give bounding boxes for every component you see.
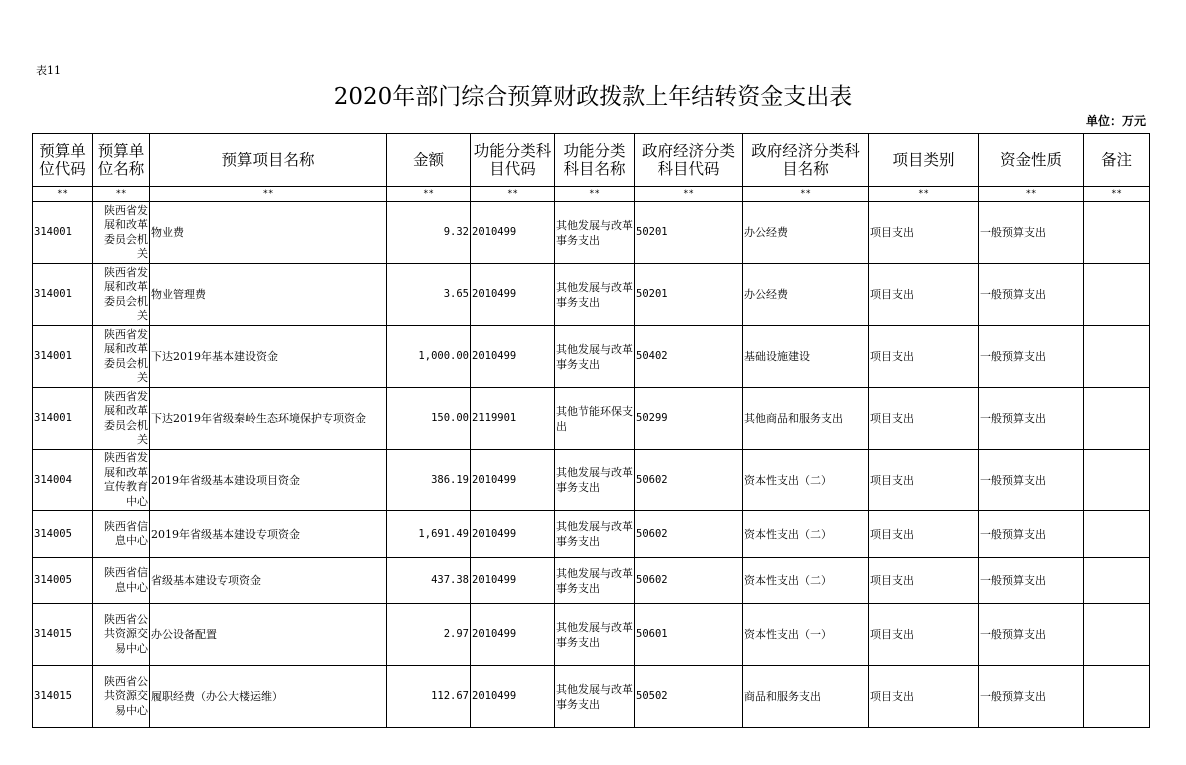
header-econ-name: 政府经济分类科目名称 [743, 134, 869, 187]
note-cell [1084, 666, 1150, 728]
econ-code-cell: 50201 [635, 264, 743, 326]
unit-name-cell: 陕西省发展和改革宣传教育中心 [93, 450, 150, 511]
econ-code-cell: 50602 [635, 450, 743, 511]
table-row [33, 326, 1150, 388]
header-econ-code: 政府经济分类科目代码 [635, 134, 743, 187]
stars-cell: ** [1084, 187, 1150, 202]
project-name-cell: 物业费 [150, 202, 387, 264]
unit-code-cell: 314005 [33, 511, 93, 558]
econ-name-cell: 基础设施建设 [743, 326, 869, 388]
func-name-cell: 其他发展与改革事务支出 [555, 326, 635, 388]
stars-cell: ** [387, 187, 471, 202]
unit-name-cell: 陕西省信息中心 [93, 511, 150, 558]
stars-cell: ** [979, 187, 1084, 202]
amount-cell: 437.38 [387, 558, 471, 604]
project-name-cell: 履职经费（办公大楼运维） [150, 666, 387, 728]
func-code-cell: 2010499 [471, 202, 555, 264]
page-title: 2020年部门综合预算财政拨款上年结转资金支出表 [333, 84, 853, 110]
project-name-cell: 省级基本建设专项资金 [150, 558, 387, 604]
unit-code-cell: 314001 [33, 264, 93, 326]
note-cell [1084, 558, 1150, 604]
amount-cell: 1,000.00 [387, 326, 471, 388]
stars-cell: ** [33, 187, 93, 202]
fund-type-cell: 一般预算支出 [979, 666, 1084, 728]
unit-name-cell: 陕西省发展和改革委员会机关 [93, 264, 150, 326]
unit-code-cell: 314001 [33, 388, 93, 450]
project-name-cell: 办公设备配置 [150, 604, 387, 666]
unit-name-cell: 陕西省公共资源交易中心 [93, 666, 150, 728]
stars-row [33, 187, 1150, 202]
func-name-cell: 其他发展与改革事务支出 [555, 264, 635, 326]
header-unit-code: 预算单位代码 [33, 134, 93, 187]
fund-type-cell: 一般预算支出 [979, 511, 1084, 558]
note-cell [1084, 264, 1150, 326]
note-cell [1084, 604, 1150, 666]
stars-cell: ** [150, 187, 387, 202]
header-fund-type: 资金性质 [979, 134, 1084, 187]
econ-code-cell: 50201 [635, 202, 743, 264]
table-row [33, 511, 1150, 558]
amount-cell: 386.19 [387, 450, 471, 511]
note-cell [1084, 326, 1150, 388]
unit-name-cell: 陕西省发展和改革委员会机关 [93, 388, 150, 450]
project-name-cell: 物业管理费 [150, 264, 387, 326]
project-name-cell: 下达2019年基本建设资金 [150, 326, 387, 388]
unit-code-cell: 314005 [33, 558, 93, 604]
amount-cell: 9.32 [387, 202, 471, 264]
stars-cell: ** [869, 187, 979, 202]
note-cell [1084, 202, 1150, 264]
project-name-cell: 2019年省级基本建设项目资金 [150, 450, 387, 511]
category-cell: 项目支出 [869, 604, 979, 666]
header-unit-name: 预算单位名称 [93, 134, 150, 187]
fund-type-cell: 一般预算支出 [979, 604, 1084, 666]
note-cell [1084, 388, 1150, 450]
category-cell: 项目支出 [869, 450, 979, 511]
func-name-cell: 其他发展与改革事务支出 [555, 604, 635, 666]
project-name-cell: 下达2019年省级秦岭生态环境保护专项资金 [150, 388, 387, 450]
unit-code-cell: 314001 [33, 202, 93, 264]
header-category: 项目类别 [869, 134, 979, 187]
header-func-name: 功能分类科目名称 [555, 134, 635, 187]
econ-name-cell: 其他商品和服务支出 [743, 388, 869, 450]
amount-cell: 3.65 [387, 264, 471, 326]
amount-cell: 112.67 [387, 666, 471, 728]
unit-label: 单位：万元 [1085, 114, 1146, 128]
fund-type-cell: 一般预算支出 [979, 558, 1084, 604]
note-cell [1084, 511, 1150, 558]
stars-cell: ** [471, 187, 555, 202]
table-number: 表11 [36, 64, 61, 77]
econ-name-cell: 办公经费 [743, 202, 869, 264]
table-row [33, 666, 1150, 728]
func-code-cell: 2119901 [471, 388, 555, 450]
fund-type-cell: 一般预算支出 [979, 202, 1084, 264]
category-cell: 项目支出 [869, 388, 979, 450]
econ-name-cell: 资本性支出（一） [743, 604, 869, 666]
func-code-cell: 2010499 [471, 511, 555, 558]
header-project-name: 预算项目名称 [150, 134, 387, 187]
amount-cell: 2.97 [387, 604, 471, 666]
func-code-cell: 2010499 [471, 604, 555, 666]
func-code-cell: 2010499 [471, 326, 555, 388]
unit-code-cell: 314004 [33, 450, 93, 511]
func-name-cell: 其他发展与改革事务支出 [555, 558, 635, 604]
table-row [33, 388, 1150, 450]
category-cell: 项目支出 [869, 511, 979, 558]
econ-name-cell: 资本性支出（二） [743, 450, 869, 511]
func-name-cell: 其他节能环保支出 [555, 388, 635, 450]
econ-code-cell: 50402 [635, 326, 743, 388]
unit-code-cell: 314015 [33, 666, 93, 728]
func-code-cell: 2010499 [471, 264, 555, 326]
func-code-cell: 2010499 [471, 666, 555, 728]
stars-cell: ** [743, 187, 869, 202]
unit-name-cell: 陕西省信息中心 [93, 558, 150, 604]
table-row [33, 604, 1150, 666]
econ-name-cell: 商品和服务支出 [743, 666, 869, 728]
table-row [33, 202, 1150, 264]
category-cell: 项目支出 [869, 558, 979, 604]
project-name-cell: 2019年省级基本建设专项资金 [150, 511, 387, 558]
fund-type-cell: 一般预算支出 [979, 450, 1084, 511]
header-row [33, 134, 1150, 187]
econ-code-cell: 50299 [635, 388, 743, 450]
amount-cell: 1,691.49 [387, 511, 471, 558]
note-cell [1084, 450, 1150, 511]
unit-code-cell: 314001 [33, 326, 93, 388]
header-note: 备注 [1084, 134, 1150, 187]
category-cell: 项目支出 [869, 264, 979, 326]
unit-name-cell: 陕西省公共资源交易中心 [93, 604, 150, 666]
func-name-cell: 其他发展与改革事务支出 [555, 450, 635, 511]
econ-name-cell: 资本性支出（二） [743, 558, 869, 604]
econ-code-cell: 50601 [635, 604, 743, 666]
func-name-cell: 其他发展与改革事务支出 [555, 511, 635, 558]
amount-cell: 150.00 [387, 388, 471, 450]
table-row [33, 264, 1150, 326]
econ-code-cell: 50502 [635, 666, 743, 728]
stars-cell: ** [555, 187, 635, 202]
header-amount: 金额 [387, 134, 471, 187]
category-cell: 项目支出 [869, 326, 979, 388]
econ-code-cell: 50602 [635, 511, 743, 558]
budget-table [32, 133, 1150, 728]
category-cell: 项目支出 [869, 202, 979, 264]
table-row [33, 558, 1150, 604]
econ-name-cell: 办公经费 [743, 264, 869, 326]
table-row [33, 450, 1150, 511]
stars-cell: ** [635, 187, 743, 202]
header-func-code: 功能分类科目代码 [471, 134, 555, 187]
func-code-cell: 2010499 [471, 450, 555, 511]
unit-name-cell: 陕西省发展和改革委员会机关 [93, 202, 150, 264]
func-name-cell: 其他发展与改革事务支出 [555, 202, 635, 264]
fund-type-cell: 一般预算支出 [979, 326, 1084, 388]
unit-name-cell: 陕西省发展和改革委员会机关 [93, 326, 150, 388]
econ-name-cell: 资本性支出（二） [743, 511, 869, 558]
category-cell: 项目支出 [869, 666, 979, 728]
fund-type-cell: 一般预算支出 [979, 388, 1084, 450]
stars-cell: ** [93, 187, 150, 202]
func-name-cell: 其他发展与改革事务支出 [555, 666, 635, 728]
fund-type-cell: 一般预算支出 [979, 264, 1084, 326]
unit-code-cell: 314015 [33, 604, 93, 666]
func-code-cell: 2010499 [471, 558, 555, 604]
econ-code-cell: 50602 [635, 558, 743, 604]
